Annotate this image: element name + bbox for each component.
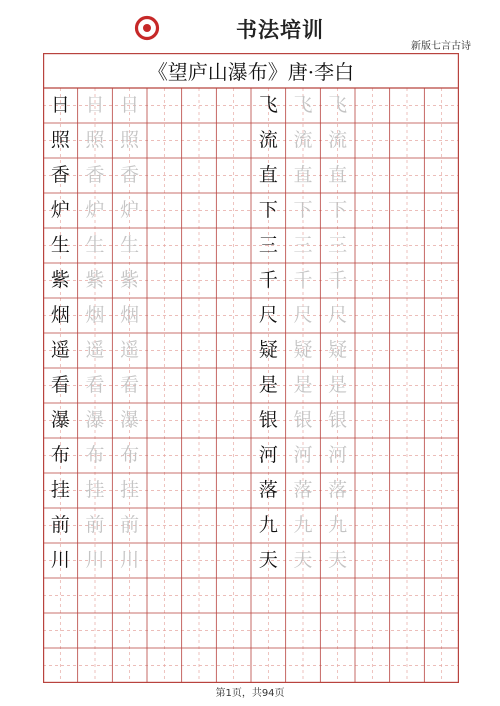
character: 直: [258, 164, 278, 186]
trace-character: 挂: [85, 479, 105, 501]
trace-character: 香: [120, 164, 140, 186]
character: 前: [50, 514, 70, 536]
trace-character: 遥: [85, 339, 105, 361]
trace-character: 河: [293, 444, 313, 466]
trace-character: 银: [328, 409, 348, 431]
trace-character: 紫: [85, 269, 105, 291]
trace-character: 川: [120, 549, 140, 571]
trace-character: 尺: [293, 304, 313, 326]
character: 天: [258, 549, 278, 571]
character: 银: [258, 409, 278, 431]
trace-character: 前: [85, 514, 105, 536]
trace-character: 落: [328, 479, 348, 501]
trace-character: 是: [293, 374, 313, 396]
trace-character: 是: [328, 374, 348, 396]
trace-character: 看: [120, 374, 140, 396]
character: 挂: [50, 479, 70, 501]
character: 河: [258, 444, 278, 466]
trace-character: 日: [120, 94, 140, 116]
character: 生: [50, 234, 70, 256]
trace-character: 烟: [120, 304, 140, 326]
character: 烟: [50, 304, 70, 326]
character: 炉: [50, 199, 70, 221]
brand-logo-icon: [134, 15, 160, 41]
series-label: 新版七言古诗: [411, 41, 471, 52]
trace-character: 疑: [328, 339, 348, 361]
trace-character: 天: [328, 549, 348, 571]
trace-character: 生: [120, 234, 140, 256]
trace-character: 下: [328, 199, 348, 221]
trace-character: 紫: [120, 269, 140, 291]
trace-character: 看: [85, 374, 105, 396]
trace-character: 布: [85, 444, 105, 466]
character: 是: [258, 374, 278, 396]
character: 流: [258, 129, 278, 151]
character: 香: [50, 164, 70, 186]
trace-character: 炉: [85, 199, 105, 221]
character: 落: [258, 479, 278, 501]
character: 日: [50, 94, 70, 116]
practice-sheet: [43, 53, 459, 683]
page-number: 第1页，共94页: [215, 688, 285, 699]
trace-character: 烟: [85, 304, 105, 326]
trace-character: 千: [328, 269, 348, 291]
trace-character: 日: [85, 94, 105, 116]
trace-character: 千: [293, 269, 313, 291]
character: 千: [258, 269, 278, 291]
character: 飞: [258, 94, 278, 116]
page-title: 书法培训: [236, 18, 324, 42]
character: 遥: [50, 339, 70, 361]
trace-character: 九: [293, 514, 313, 536]
trace-character: 飞: [293, 94, 313, 116]
trace-character: 三: [293, 234, 313, 256]
trace-character: 挂: [120, 479, 140, 501]
character: 尺: [258, 304, 278, 326]
trace-character: 瀑: [120, 409, 140, 431]
trace-character: 香: [85, 164, 105, 186]
trace-character: 尺: [328, 304, 348, 326]
trace-character: 炉: [120, 199, 140, 221]
trace-character: 前: [120, 514, 140, 536]
trace-character: 飞: [328, 94, 348, 116]
trace-character: 天: [293, 549, 313, 571]
trace-character: 瀑: [85, 409, 105, 431]
trace-character: 银: [293, 409, 313, 431]
character: 照: [50, 129, 70, 151]
trace-character: 疑: [293, 339, 313, 361]
trace-character: 三: [328, 234, 348, 256]
trace-character: 河: [328, 444, 348, 466]
trace-character: 流: [293, 129, 313, 151]
character: 瀑: [50, 409, 70, 431]
trace-character: 生: [85, 234, 105, 256]
trace-character: 落: [293, 479, 313, 501]
character: 三: [258, 234, 278, 256]
character: 九: [258, 514, 278, 536]
character: 看: [50, 374, 70, 396]
character: 下: [258, 199, 278, 221]
trace-character: 布: [120, 444, 140, 466]
trace-character: 川: [85, 549, 105, 571]
trace-character: 下: [293, 199, 313, 221]
trace-character: 直: [328, 164, 348, 186]
character: 川: [50, 549, 70, 571]
character: 疑: [258, 339, 278, 361]
character: 紫: [50, 269, 70, 291]
trace-character: 遥: [120, 339, 140, 361]
trace-character: 直: [293, 164, 313, 186]
trace-character: 流: [328, 129, 348, 151]
trace-character: 九: [328, 514, 348, 536]
poem-title: 《望庐山瀑布》唐·李白: [147, 60, 355, 84]
trace-character: 照: [85, 129, 105, 151]
trace-character: 照: [120, 129, 140, 151]
character: 布: [50, 444, 70, 466]
